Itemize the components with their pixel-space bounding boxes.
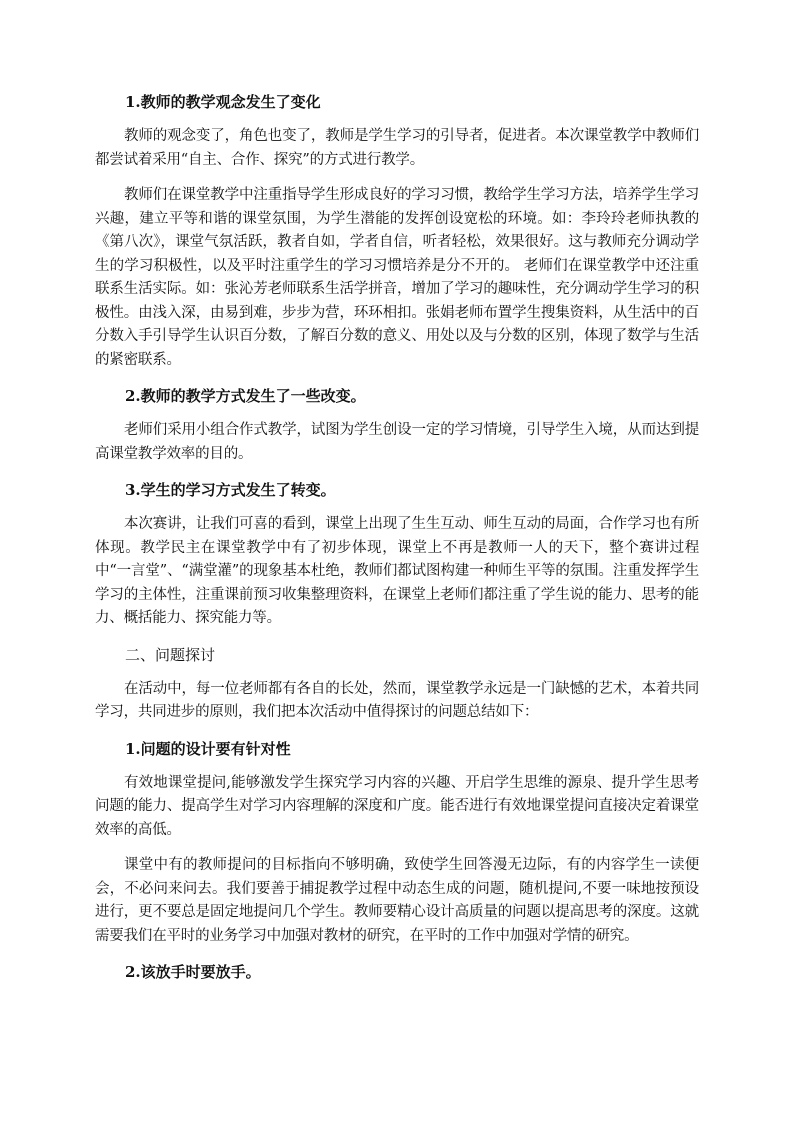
paragraph-discussion-intro: 在活动中，每一位老师都有各自的长处，然而，课堂教学永远是一门缺憾的艺术，本着共同学习，共同进步的原则，我们把本次活动中值得探讨的问题总结如下：	[95, 680, 699, 720]
paragraph-group-cooperation: 老师们采用小组合作式教学，试图为学生创设一定的学习情境，引导学生入境，从而达到提高课堂教学效率的目的。	[95, 422, 699, 462]
heading-teaching-method: 2.教师的教学方式发生了一些改变。	[125, 387, 366, 405]
paragraph-question-quality: 课堂中有的教师提问的目标指向不够明确，致使学生回答漫无边际，有的内容学生一读便会，不必问来问去。我们要善于捕捉教学过程中动态生成的问题，随机提问,不要一味地按预设进行，更不要总是固定地提问几个学生。教师要精心设计高质量的问题以提高思考的深度。这就需要我们在平时的业务学习中加强对教材的研究，在平时的工作中加强对学情的研究。	[95, 857, 699, 944]
heading-problem-discussion: 二、问题探讨	[125, 645, 216, 664]
paragraph-effective-questioning: 有效地课堂提问,能够激发学生探究学习内容的兴趣、开启学生思维的源泉、提升学生思考问题的能力、提高学生对学习内容理解的深度和广度。能否进行有效地课堂提问直接决定着课堂效率的高低。	[95, 774, 699, 838]
heading-learning-method: 3.学生的学习方式发生了转变。	[125, 481, 336, 499]
heading-question-design: 1.问题的设计要有针对性	[125, 739, 291, 758]
heading-teaching-concept: 1.教师的教学观念发生了变化	[125, 93, 321, 111]
document-page	[95, 90, 699, 995]
paragraph-role-change: 教师的观念变了，角色也变了，教师是学生学习的引导者，促进者。本次课堂教学中教师们都尝试着采用“自主、合作、探究”的方式进行教学。	[95, 128, 699, 168]
heading-let-go: 2.该放手时要放手。	[125, 963, 261, 981]
paragraph-interaction: 本次赛讲，让我们可喜的看到，课堂上出现了生生互动、师生互动的局面，合作学习也有所体现。教学民主在课堂教学中有了初步体现，课堂上不再是教师一人的天下，整个赛讲过程中“一言堂”、“满堂灌”的现象基本杜绝，教师们都试图构建一种师生平等的氛围。注重发挥学生学习的主体性，注重课前预习收集整理资料，在课堂上老师们都注重了学生说的能力、思考的能力、概括能力、探究能力等。	[95, 516, 699, 626]
paragraph-learning-habits: 教师们在课堂教学中注重指导学生形成良好的学习习惯，教给学生学习方法，培养学生学习兴趣，建立平等和谐的课堂氛围，为学生潜能的发挥创设宽松的环境。如：李玲玲老师执教的《第八次》，课堂气氛活跃，教者自如，学者自信，听者轻松，效果很好。这与教师充分调动学生的学习积极性，以及平时注重学生的学习习惯培养是分不开的。 老师们在课堂教学中还注重联系生活实际。如：张沁芳老师联系生活学拼音，增加了学习的趣味性，充分调动学生学习的积极性。由浅入深，由易到难，步步为营，环环相扣。张娟老师布置学生搜集资料，从生活中的百分数入手引导学生认识百分数，了解百分数的意义、用处以及与分数的区别，体现了数学与生活的紧密联系。	[95, 187, 699, 368]
